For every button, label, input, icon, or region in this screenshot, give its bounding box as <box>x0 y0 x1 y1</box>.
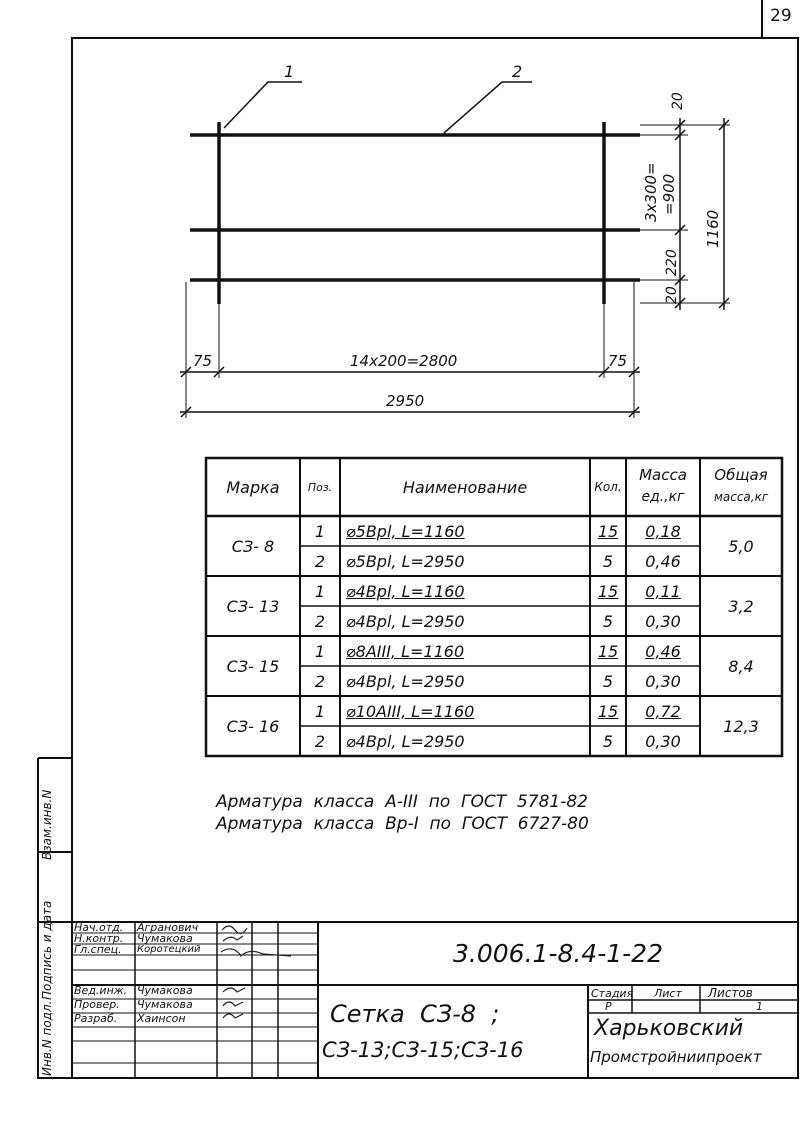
dim-spacing-line1: 3x300= <box>642 162 660 222</box>
side-label-replaced: Взам.инв.N <box>40 789 54 860</box>
unit-mass-cell: 0,30 <box>645 611 681 631</box>
org-name-line-2: Промстройниипроект <box>590 1048 762 1066</box>
drawing-designation: 3.006.1-8.4-1-22 <box>453 939 663 968</box>
pos-cell: 1 <box>314 701 326 721</box>
side-label-inv: Инв.N подл. <box>40 1000 54 1076</box>
qty-cell: 15 <box>597 701 619 721</box>
dim-overall-length: 2950 <box>386 392 425 410</box>
name-cell: ⌀4Bpl, L=1160 <box>346 581 465 601</box>
dim-pitch: 14x200=2800 <box>350 352 458 370</box>
qty-cell: 5 <box>602 611 614 631</box>
qty-cell: 15 <box>597 521 619 541</box>
name-cell: ⌀4Bpl, L=2950 <box>346 731 465 751</box>
th-total-mass-1: Общая <box>714 466 768 484</box>
role-cell: Вед.инж. <box>74 984 128 997</box>
dim-top-gap: 20 <box>670 92 686 110</box>
title-line-1: Сетка СЗ-8 ; <box>330 1000 500 1028</box>
unit-mass-cell: 0,11 <box>645 581 681 601</box>
role-cell: Провер. <box>74 998 120 1011</box>
th-pos: Поз. <box>307 480 333 494</box>
stage-label: Стадия <box>591 987 634 1000</box>
total-mass-cell: 3,2 <box>728 596 754 616</box>
role-cell: Гл.спец. <box>74 943 122 956</box>
dim-overall-height: 1160 <box>704 209 722 248</box>
title-line-2: СЗ-13;СЗ-15;СЗ-16 <box>322 1038 524 1062</box>
name-cell: ⌀10AIII, L=1160 <box>346 701 475 721</box>
dim-spacing-line2: =900 <box>660 173 678 215</box>
role-cell: Разраб. <box>74 1012 118 1025</box>
name-cell: ⌀4Bpl, L=2950 <box>346 671 465 691</box>
unit-mass-cell: 0,46 <box>645 641 681 661</box>
unit-mass-cell: 0,30 <box>645 671 681 691</box>
name-cell: Чумакова <box>137 984 193 997</box>
note-line: Арматура класса Вр-I по ГОСТ 6727-80 <box>216 814 589 834</box>
role-cell: Н.контр. <box>74 932 124 945</box>
org-name-line-1: Харьковский <box>594 1016 744 1041</box>
dim-left-margin: 75 <box>193 352 213 370</box>
qty-cell: 15 <box>597 581 619 601</box>
th-unit-mass-1: Масса <box>639 466 687 484</box>
pos-cell: 1 <box>314 581 326 601</box>
pos-cell: 2 <box>314 731 326 751</box>
side-label-signature: Подпись и дата <box>40 900 54 1000</box>
pos-cell: 1 <box>314 521 326 541</box>
mark-cell: СЗ- 15 <box>226 656 280 676</box>
qty-cell: 15 <box>597 641 619 661</box>
mark-cell: СЗ- 13 <box>226 596 280 616</box>
note-line: Арматура класса А-III по ГОСТ 5781-82 <box>216 792 588 812</box>
unit-mass-cell: 0,46 <box>645 551 681 571</box>
th-mark: Марка <box>226 477 280 497</box>
th-total-mass-2: масса,кг <box>713 490 769 504</box>
sheet-number: 29 <box>770 6 792 26</box>
callout-1: 1 <box>284 62 295 81</box>
name-cell: Хаинсон <box>137 1012 186 1025</box>
pos-cell: 2 <box>314 671 326 691</box>
th-name: Наименование <box>402 477 528 497</box>
stage-value: Р <box>605 1000 612 1013</box>
total-mass-cell: 5,0 <box>728 536 754 556</box>
dim-bottom-gap: 20 <box>664 286 680 304</box>
total-mass-cell: 12,3 <box>723 716 759 736</box>
total-mass-cell: 8,4 <box>728 656 754 676</box>
dim-right-margin: 75 <box>608 352 628 370</box>
name-cell: ⌀4Bpl, L=2950 <box>346 611 465 631</box>
pos-cell: 2 <box>314 611 326 631</box>
name-cell: Агранович <box>137 921 199 934</box>
pos-cell: 1 <box>314 641 326 661</box>
unit-mass-cell: 0,18 <box>645 521 681 541</box>
signature-marks <box>217 922 297 1022</box>
name-cell: Чумакова <box>137 998 193 1011</box>
sheet-label: Лист <box>654 987 682 1000</box>
name-cell: ⌀5Bpl, L=2950 <box>346 551 465 571</box>
name-cell: Чумакова <box>137 932 193 945</box>
role-cell: Нач.отд. <box>74 921 124 934</box>
qty-cell: 5 <box>602 551 614 571</box>
unit-mass-cell: 0,30 <box>645 731 681 751</box>
sheets-label: Листов <box>708 986 753 1000</box>
dim-gap-220: 220 <box>664 249 680 276</box>
qty-cell: 5 <box>602 731 614 751</box>
name-cell: ⌀8AIII, L=1160 <box>346 641 465 661</box>
pos-cell: 2 <box>314 551 326 571</box>
qty-cell: 5 <box>602 671 614 691</box>
th-unit-mass-2: ед.,кг <box>641 489 685 505</box>
unit-mass-cell: 0,72 <box>645 701 681 721</box>
sheets-value: 1 <box>756 1000 763 1013</box>
th-qty: Кол. <box>594 480 622 494</box>
name-cell: ⌀5Bpl, L=1160 <box>346 521 465 541</box>
mark-cell: СЗ- 8 <box>231 536 275 556</box>
callout-2: 2 <box>512 62 523 81</box>
mark-cell: СЗ- 16 <box>226 716 280 736</box>
name-cell: Коротецкий <box>137 944 201 955</box>
